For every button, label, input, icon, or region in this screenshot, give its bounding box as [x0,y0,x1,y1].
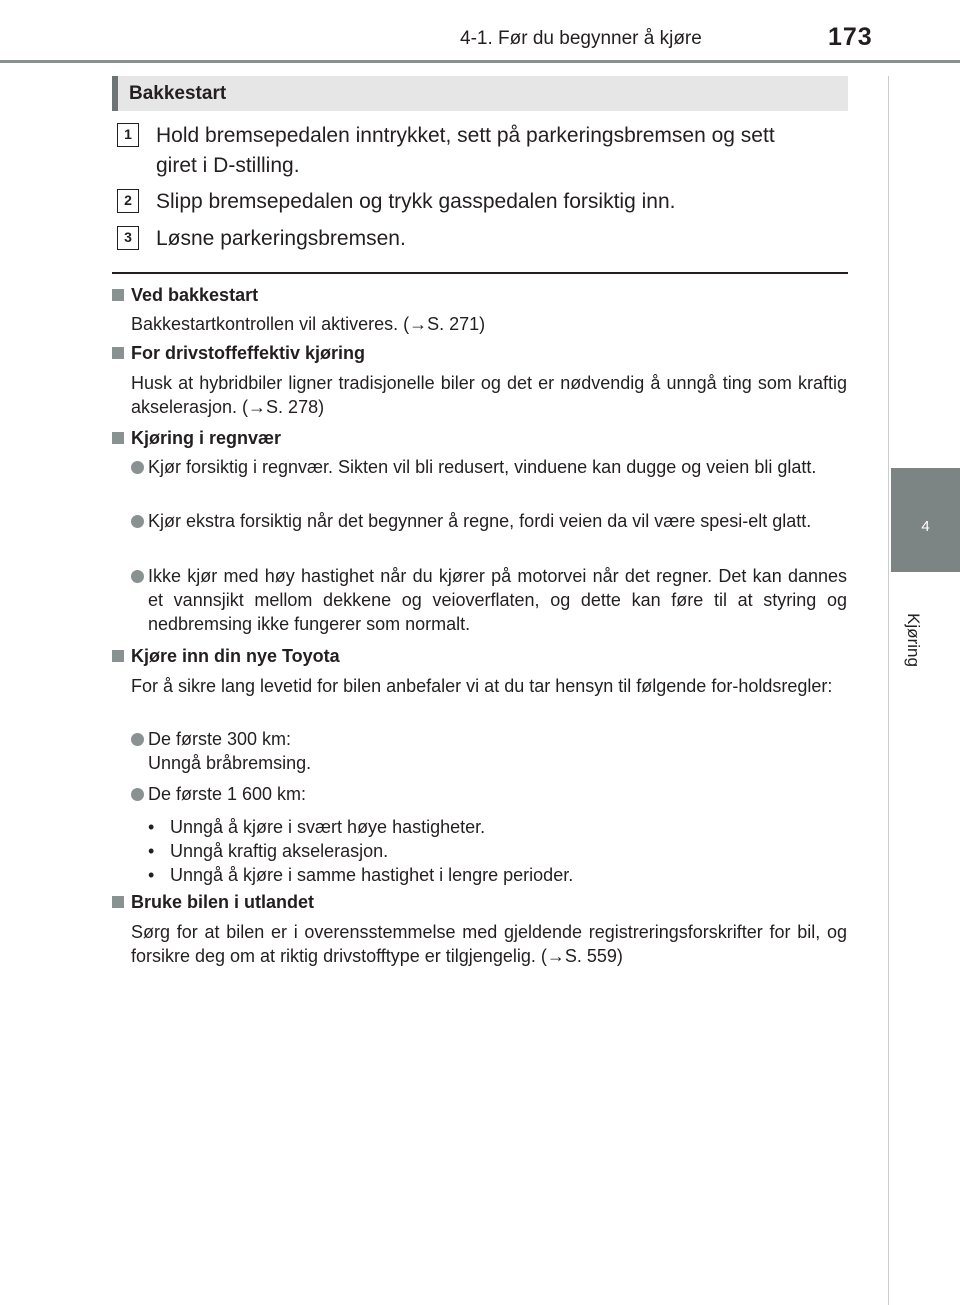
procedure-title-bar [112,76,848,111]
section-body: Bakkestartkontrollen vil aktiveres. (→S. 271) [131,314,486,334]
section-title: For drivstoffeffektiv kjøring [131,343,366,363]
section-square-icon [112,650,124,662]
bullet-text-line: De første 1 600 km: [148,784,307,804]
bullet-text-line: De første 300 km: [148,729,292,749]
sub-bullet-dot: • [148,841,155,861]
bullet-text-line: Unngå bråbremsing. [148,753,312,773]
step-number-badge: 3 [117,226,139,250]
section-title: Kjøre inn din nye Toyota [131,646,340,666]
bullet-circle-icon [131,733,144,746]
bullet-circle-icon [131,461,144,474]
step-text [156,224,846,254]
step-text-line: Slipp bremsepedalen og trykk gasspedalen forsiktig inn. [156,190,676,213]
section-title: Bruke bilen i utlandet [131,892,315,912]
section-heading: 4-1. Før du begynner å kjøre [460,28,702,49]
sub-bullet-dot: • [148,817,155,837]
section-square-icon [112,347,124,359]
chapter-number: 4 [921,518,930,535]
sub-bullet-text: Unngå å kjøre i samme hastighet i lengre perioder. [170,865,574,885]
step-text [156,187,846,217]
section-body: Husk at hybridbiler ligner tradisjonelle biler og det er nødvendig å unngå ting som kraftig akselerasjon. (→S. 278) [131,373,847,417]
step-number-badge: 2 [117,189,139,213]
step-text-line: Hold bremsepedalen inntrykket, sett på parkeringsbremsen og sett [156,124,775,147]
procedure-title: Bakkestart [129,83,227,104]
step-text [156,121,846,181]
bullet-circle-icon [131,515,144,528]
section-title: Ved bakkestart [131,285,259,305]
chapter-label-text: Kjøring [903,613,923,667]
section-body: For å sikre lang levetid for bilen anbefaler vi at du tar hensyn til følgende for-holdsregler: [131,676,833,696]
step-text-line: Løsne parkeringsbremsen. [156,227,406,250]
section-separator [112,272,848,274]
side-divider [888,76,889,1305]
section-body: Sørg for at bilen er i overensstemmelse med gjeldende registreringsforskrifter for bil, og forsikre deg om at riktig drivstofftype er tilgjengelig. (→S. 559) [131,922,847,966]
bullet-circle-icon [131,570,144,583]
sub-bullet-text: Unngå kraftig akselerasjon. [170,841,389,861]
section-square-icon [112,896,124,908]
section-square-icon [112,289,124,301]
section-square-icon [112,432,124,444]
sub-bullet-text: Unngå å kjøre i svært høye hastigheter. [170,817,486,837]
bullet-text: Kjør forsiktig i regnvær. Sikten vil bli redusert, vinduene kan dugge og veien bli glatt. [148,457,817,477]
bullet-circle-icon [131,788,144,801]
header-rule [0,60,960,63]
page-number: 173 [828,23,873,51]
bullet-text: Ikke kjør med høy hastighet når du kjører på motorvei når det regner. Det kan dannes et vannsjikt mellom dekkene og veioverflaten, og dette kan føre til at styring og nedbremsing ikke fungerer som normalt. [148,566,847,634]
bullet-text [148,727,847,775]
section-title: Kjøring i regnvær [131,428,282,448]
chapter-tab [891,468,960,572]
step-number-badge: 1 [117,123,139,147]
bullet-text [148,782,847,806]
sub-bullet-dot: • [148,865,155,885]
bullet-text: Kjør ekstra forsiktig når det begynner å regne, fordi veien da vil være spesi-elt glatt. [148,511,812,531]
chapter-label [886,610,926,670]
step-text-line: giret i D-stilling. [156,154,300,177]
